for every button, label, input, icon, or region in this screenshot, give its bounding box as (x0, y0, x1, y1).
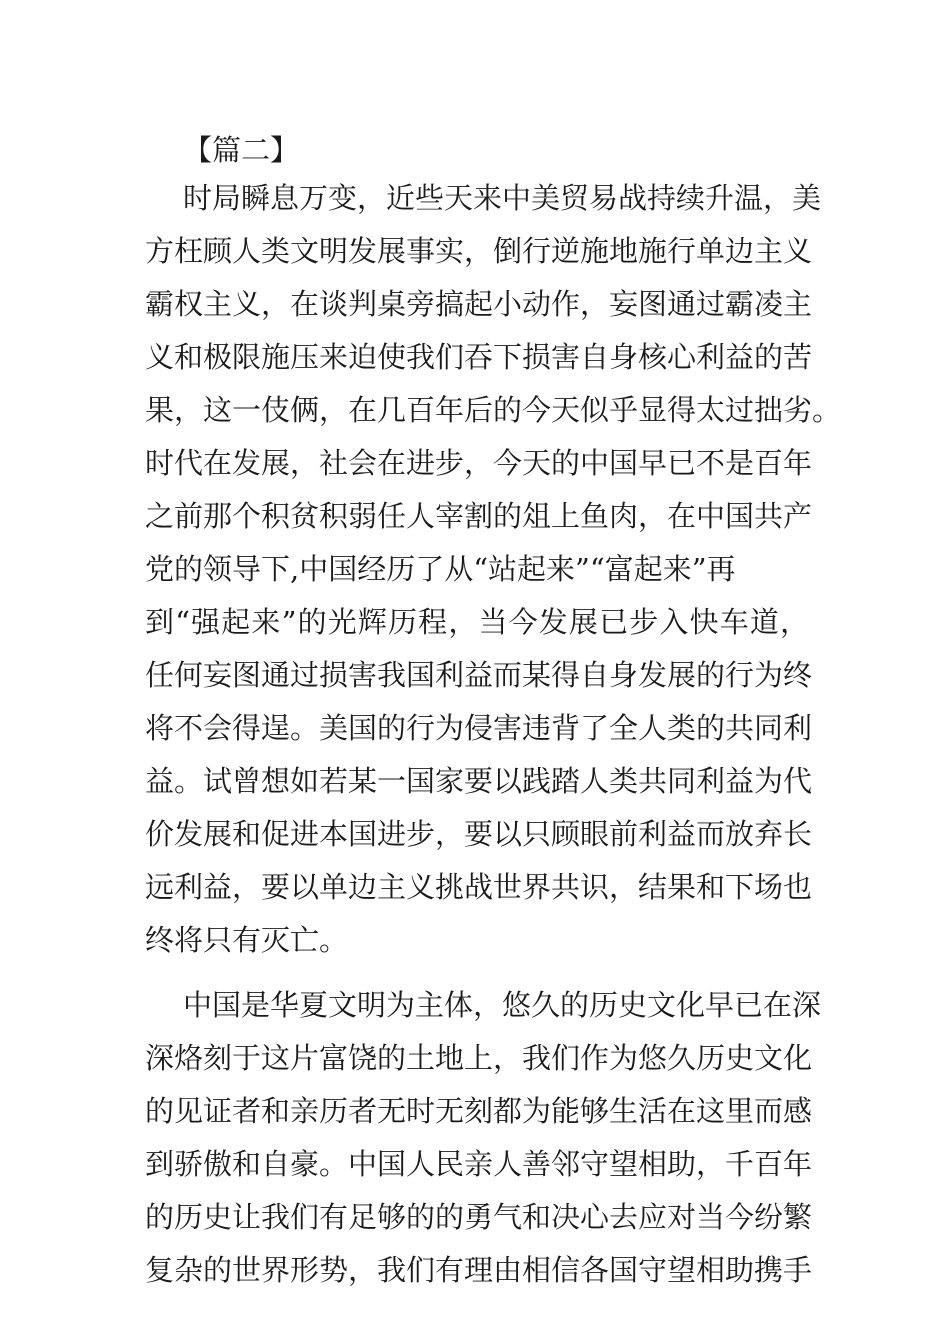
paragraph-1-line-7: 之前那个积贫积弱任人宰割的俎上鱼肉，在中国共产 (145, 499, 813, 533)
paragraph-2-line-2: 深烙刻于这片富饶的土地上，我们作为悠久历史文化 (145, 1041, 813, 1075)
paragraph-1-line-15: 终将只有灭亡。 (145, 923, 349, 957)
paragraph-1-line-9: 到“强起来”的光辉历程，当今发展已步入快车道， (145, 605, 809, 639)
paragraph-1-line-2: 方枉顾人类文明发展事实，倒行逆施地施行单边主义 (145, 234, 813, 268)
paragraph-1-line-10: 任何妄图通过损害我国利益而某得自身发展的行为终 (145, 658, 813, 692)
paragraph-2-line-5: 的历史让我们有足够的的勇气和决心去应对当今纷繁 (145, 1200, 813, 1234)
paragraph-1-line-4: 义和极限施压来迫使我们吞下损害自身核心利益的苦 (145, 340, 813, 374)
paragraph-1-line-6: 时代在发展，社会在进步，今天的中国早已不是百年 (145, 446, 813, 480)
paragraph-1-line-8: 党的领导下,中国经历了从“站起来”“富起来”再 (145, 552, 736, 586)
paragraph-1-line-1: 时局瞬息万变，近些天来中美贸易战持续升温，美 (183, 181, 822, 215)
paragraph-2-line-4: 到骄傲和自豪。中国人民亲人善邻守望相助，千百年 (145, 1147, 813, 1181)
paragraph-1-line-14: 远利益，要以单边主义挑战世界共识，结果和下场也 (145, 870, 813, 904)
paragraph-1-line-13: 价发展和促进本国进步，要以只顾眼前利益而放弃长 (145, 817, 813, 851)
paragraph-1-line-11: 将不会得逞。美国的行为侵害违背了全人类的共同利 (145, 711, 813, 745)
paragraph-2-line-6: 复杂的世界形势，我们有理由相信各国守望相助携手 (145, 1253, 813, 1287)
section-heading: 【篇二】 (183, 133, 300, 167)
paragraph-1-line-3: 霸权主义，在谈判桌旁搞起小动作，妄图通过霸凌主 (145, 287, 813, 321)
paragraph-1-line-5: 果，这一伎俩，在几百年后的今天似乎显得太过拙劣。 (145, 393, 842, 427)
paragraph-2-line-3: 的见证者和亲历者无时无刻都为能够生活在这里而感 (145, 1094, 813, 1128)
paragraph-1-line-12: 益。试曾想如若某一国家要以践踏人类共同利益为代 (145, 764, 813, 798)
paragraph-2-line-1: 中国是华夏文明为主体，悠久的历史文化早已在深 (183, 988, 822, 1022)
